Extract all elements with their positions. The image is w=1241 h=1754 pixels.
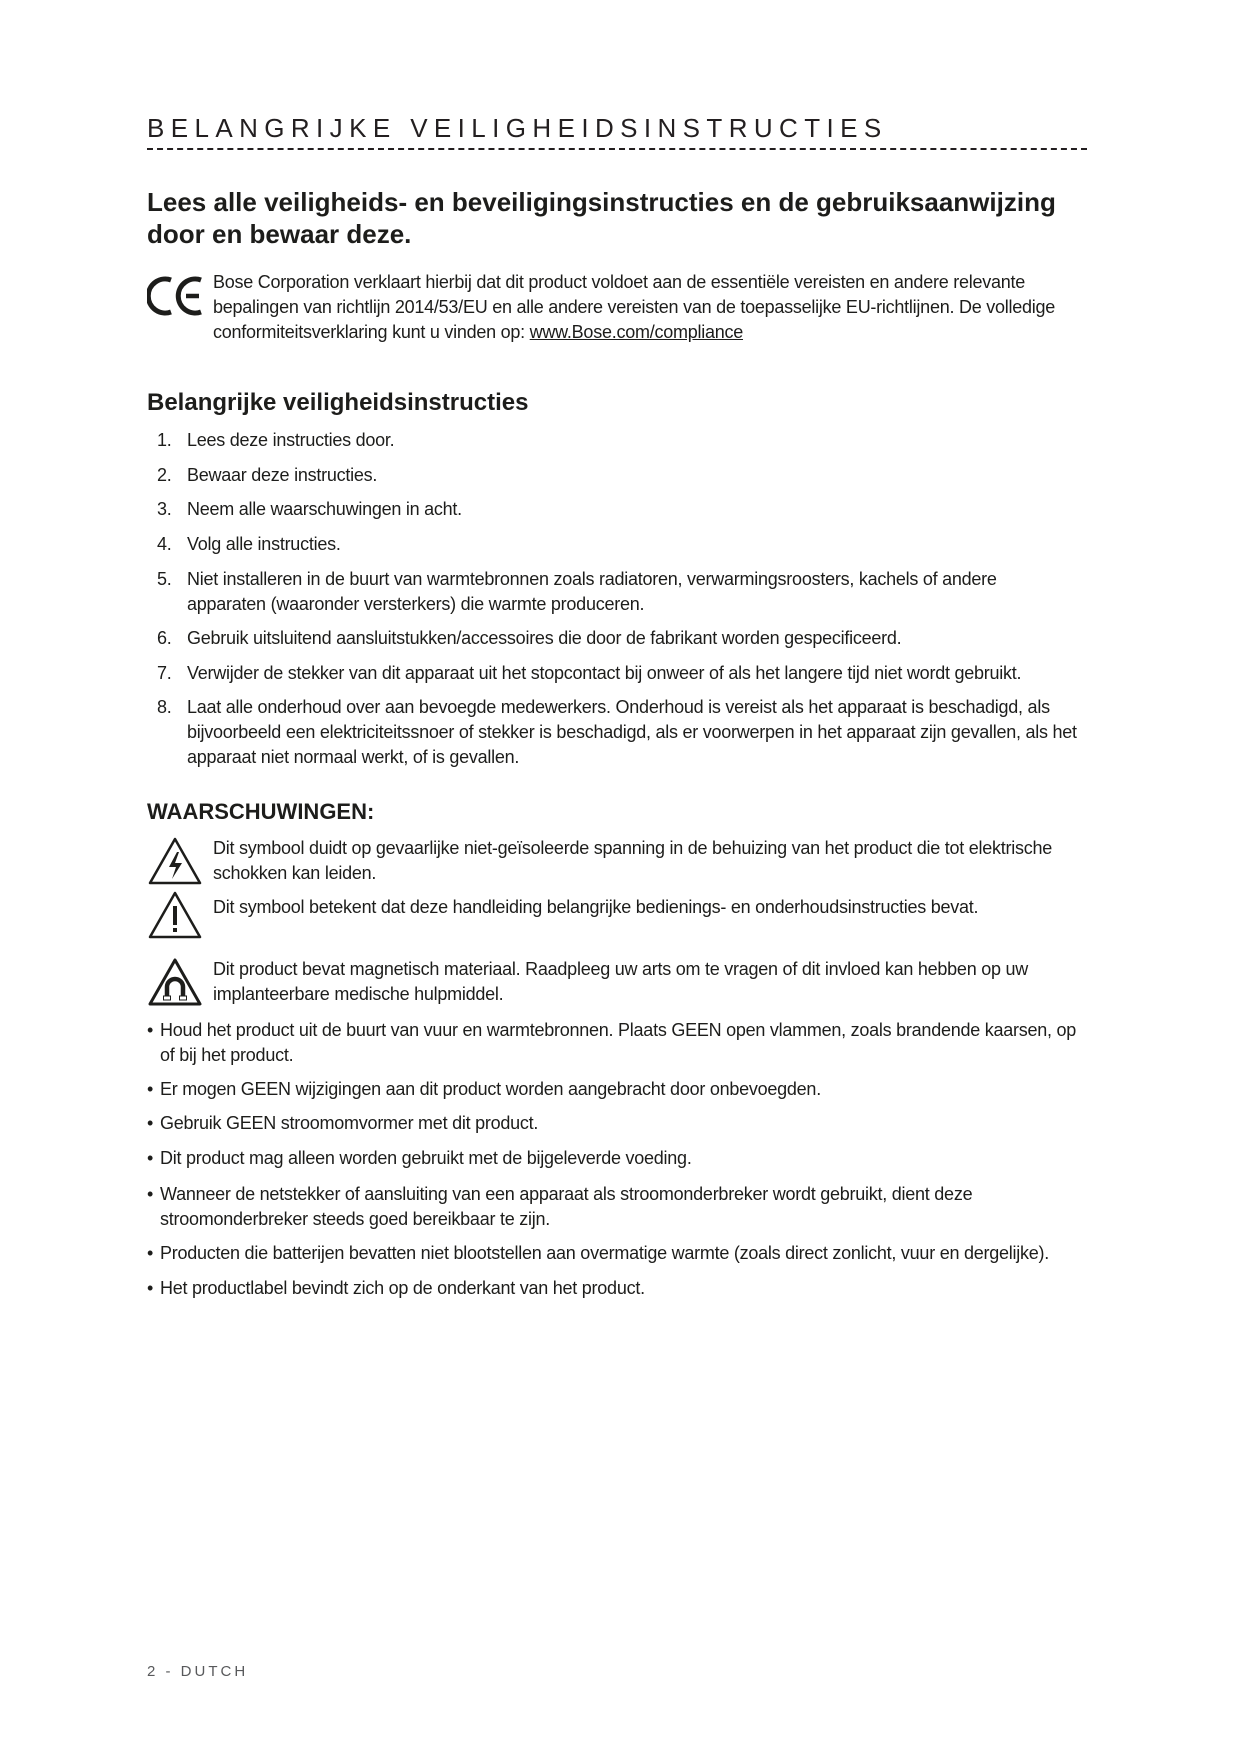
warning-bullet — [147, 1182, 1087, 1232]
instruction-item — [157, 626, 1077, 651]
warning-bullet — [147, 1077, 1087, 1102]
instruction-text: Volg alle instructies. — [187, 534, 341, 554]
bullet-glyph: • — [147, 1184, 154, 1204]
instruction-number: 4. — [157, 534, 172, 554]
instruction-number: 3. — [157, 499, 172, 519]
warning-symbol-text: Dit symbool duidt op gevaarlijke niet-geïsoleerde spanning in de behuizing van het product die tot elektrische schokken kan leiden. — [213, 838, 1053, 883]
instruction-item — [157, 661, 1077, 686]
instruction-number: 8. — [157, 697, 172, 717]
instruction-item — [157, 463, 1077, 488]
warning-bullet-text: Er mogen GEEN wijzigingen aan dit product worden aangebracht door onbevoegden. — [160, 1079, 821, 1099]
magnet-warning-icon — [147, 957, 203, 1007]
instruction-item — [157, 532, 1077, 557]
instruction-item — [157, 695, 1077, 770]
instruction-text: Neem alle waarschuwingen in acht. — [187, 499, 462, 519]
instruction-item — [157, 428, 1077, 453]
instruction-number: 1. — [157, 430, 172, 450]
warning-bullet — [147, 1146, 1087, 1171]
bullet-glyph: • — [147, 1113, 154, 1133]
warning-bullet-text: Het productlabel bevindt zich op de onderkant van het product. — [160, 1278, 645, 1298]
lightning-warning-icon — [147, 836, 203, 886]
warning-bullet-text: Houd het product uit de buurt van vuur en warmtebronnen. Plaats GEEN open vlammen, zoals brandende kaarsen, op of bij het product. — [160, 1020, 1077, 1065]
instruction-number: 7. — [157, 663, 172, 683]
exclamation-warning-icon — [147, 890, 203, 940]
instruction-text: Lees deze instructies door. — [187, 430, 395, 450]
bullet-glyph: • — [147, 1020, 154, 1040]
dashed-divider — [147, 148, 1087, 150]
instruction-text: Laat alle onderhoud over aan bevoegde medewerkers. Onderhoud is vereist als het apparaat is beschadigd, als bijvoorbeeld een elektriciteitssnoer of stekker is beschadigd, als er voorwerpen in het apparaat zijn gevallen, als het apparaat niet normaal werkt, of is gevallen. — [187, 697, 1077, 767]
section-title: BELANGRIJKE VEILIGHEIDSINSTRUCTIES — [147, 113, 888, 143]
bullet-glyph: • — [147, 1278, 154, 1298]
compliance-text — [213, 270, 1087, 345]
bullet-glyph: • — [147, 1148, 154, 1168]
warning-bullet — [147, 1241, 1087, 1266]
instruction-text: Niet installeren in de buurt van warmtebronnen zoals radiatoren, verwarmingsroosters, kachels of andere apparaten (waaronder versterkers) die warmte produceren. — [187, 569, 997, 614]
bullet-glyph: • — [147, 1079, 154, 1099]
warnings-title: WAARSCHUWINGEN: — [147, 799, 375, 824]
ce-mark-icon — [147, 274, 205, 318]
warning-bullet — [147, 1276, 1087, 1301]
instructions-title: Belangrijke veiligheidsinstructies — [147, 389, 529, 416]
lead-heading: Lees alle veiligheids- en beveiligingsinstructies en de gebruiksaanwijzing door en bewaar deze. — [147, 187, 1056, 249]
instruction-item — [157, 567, 1077, 617]
compliance-link[interactable]: www.Bose.com/compliance — [529, 322, 744, 342]
warning-bullet — [147, 1018, 1087, 1068]
instruction-number: 6. — [157, 628, 172, 648]
warning-bullet — [147, 1111, 1087, 1136]
instruction-item — [157, 497, 1077, 522]
bullet-glyph: • — [147, 1243, 154, 1263]
instruction-text: Verwijder de stekker van dit apparaat uit het stopcontact bij onweer of als het langere tijd niet wordt gebruikt. — [187, 663, 1022, 683]
instruction-number: 5. — [157, 569, 172, 589]
instruction-text: Bewaar deze instructies. — [187, 465, 378, 485]
warning-bullet-text: Producten die batterijen bevatten niet blootstellen aan overmatige warmte (zoals direct zonlicht, vuur en dergelijke). — [160, 1243, 1050, 1263]
instruction-number: 2. — [157, 465, 172, 485]
instruction-text: Gebruik uitsluitend aansluitstukken/accessoires die door de fabrikant worden gespecificeerd. — [187, 628, 902, 648]
page-footer: 2 - DUTCH — [147, 1663, 249, 1680]
warning-bullet-text: Dit product mag alleen worden gebruikt met de bijgeleverde voeding. — [160, 1148, 692, 1168]
warning-bullet-text: Gebruik GEEN stroomomvormer met dit product. — [160, 1113, 539, 1133]
warning-bullet-text: Wanneer de netstekker of aansluiting van een apparaat als stroomonderbreker wordt gebruikt, dient deze stroomonderbreker steeds goed bereikbaar te zijn. — [160, 1184, 973, 1229]
warning-symbol-text: Dit product bevat magnetisch materiaal. Raadpleeg uw arts om te vragen of dit invloed kan hebben op uw implanteerbare medische hulpmiddel. — [213, 959, 1028, 1004]
compliance-statement: Bose Corporation verklaart hierbij dat dit product voldoet aan de essentiële vereisten en andere relevante bepalingen van richtlijn 2014/53/EU en alle andere vereisten van de toepasselijke EU-richtlijnen. De volledige conformiteitsverklaring kunt u vinden op: — [213, 272, 1056, 342]
warning-symbol-text: Dit symbool betekent dat deze handleiding belangrijke bedienings- en onderhoudsinstructies bevat. — [213, 897, 979, 917]
